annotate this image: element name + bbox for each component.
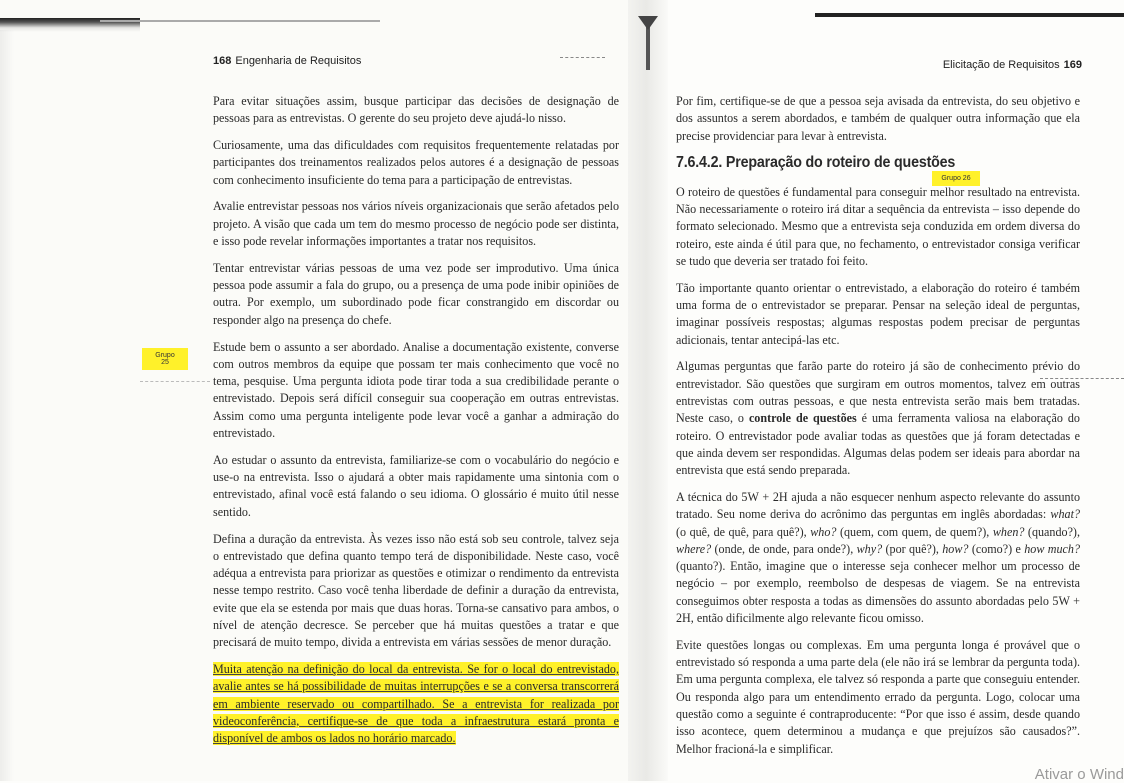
highlighted-paragraph (213, 661, 619, 747)
paragraph: Para evitar situações assim, busque participar das decisões de designação de pessoas para as entrevistas. O gerente do seu projeto deve ajudá-lo nisso. (213, 94, 619, 126)
scan-mark (140, 381, 210, 383)
paragraph: O roteiro de questões é fundamental para conseguir melhor resultado na entrevista. Não necessariamente o roteiro irá ditar a sequência da entrevista – isso depende do formato selecionado. Mesmo que a entrevista seja conduzida em ordem diversa do roteiro, este ainda é útil para que, no fechamento, o entrevistador consiga verificar se tudo que deveria ser tratado foi feito. (676, 184, 1080, 268)
right-page-number: 169 (1063, 59, 1082, 71)
right-header-title: Elicitação de Requisitos (942, 59, 1060, 71)
italic-term: why? (856, 541, 883, 556)
paragraph: Estude bem o assunto a ser abordado. Analise a documentação existente, converse com outros membros da equipe que possam ter mais conhecimento que você no tema, pesquise. Uma pergunta idiota pode tirar toda a sua credibilidade perante o entrevistado. Depois será difícil conseguir sua cooperação em outras entrevistas. Assim como uma pergunta inteligente pode levar você a ganhar a admiração do entrevistado. (213, 339, 619, 441)
paragraph-text: (o quê, de quê, para quê?), (676, 524, 811, 539)
paragraph-text: A técnica do 5W + 2H ajuda a não esquecer nenhum aspecto relevante do assunto tratado. Seu nome deriva do acrônimo das perguntas em inglês abordadas: (676, 489, 1080, 522)
paragraph: Por fim, certifique-se de que a pessoa seja avisada da entrevista, do seu objetivo e dos assuntos a serem abordados, e também de qualquer outra informação que ela precise providenciar para levar à entrevista. (676, 94, 1080, 143)
paragraph: Ao estudar o assunto da entrevista, familiarize-se com o vocabulário do negócio e use-o na entrevista. Isso o ajudará a obter mais rapidamente uma sintonia com o entrevistado, afinal você está falando o seu idioma. O glossário é muito útil nesse sentido. (213, 452, 619, 519)
paragraph: Evite questões longas ou complexas. Em uma pergunta longa é provável que o entrevistado só responda a uma parte dela (ele não irá se lembrar da pergunta toda). Em uma pergunta complexa, ele talvez só responda a parte que conseguiu entender. Ou responda algo para um entendimento errado da pergunta. Logo, colocar uma questão como a seguinte é contraproducente: “Por que isso é assim, desde quando isso acontece, quem determinou a mudança e que prejuízos são causados?”. Melhor fracioná-la e simplificar. (676, 637, 1080, 756)
paragraph-text: (como?) e (968, 541, 1025, 556)
paragraph: Tão importante quanto orientar o entrevistado, a elaboração do roteiro é também uma forma de o entrevistador se preparar. Pensar na seleção ideal de perguntas, imaginar possíveis respostas; algumas respostas podem precisar de perguntas adicionais, tentar antecipá-las etc. (676, 280, 1080, 347)
scan-mark (560, 57, 605, 59)
group-tag-left: Grupo 25 (142, 348, 188, 370)
paragraph: Avalie entrevistar pessoas nos vários níveis organizacionais que serão afetados pelo projeto. A visão que cada um tem do mesmo processo de negócio pode ser distinta, e isso pode revelar informações importantes a tratar nos requisitos. (213, 199, 619, 249)
group-tag-right: Grupo 26 (932, 171, 980, 186)
paragraph: Tentar entrevistar várias pessoas de uma vez pode ser improdutivo. Uma única pessoa pode assumir a fala do grupo, ou a presença de uma pode inibir opiniões de outra. Por exemplo, um subordinado pode ficar constrangido em discordar ou responder algo na presença do chefe. (213, 260, 619, 327)
right-page-body (676, 93, 1080, 767)
gutter-tip (638, 16, 658, 30)
paragraph (676, 489, 1080, 627)
activation-watermark: Ativar o Wind (1034, 766, 1124, 783)
paragraph-text: (onde, de onde, para onde?), (711, 541, 857, 556)
left-page-number: 168 (213, 55, 232, 67)
italic-term: when? (992, 524, 1025, 539)
top-edge-line (100, 20, 380, 22)
page-edge-shadow (0, 30, 14, 781)
left-page-header (213, 55, 361, 67)
italic-term: how? (942, 541, 969, 556)
italic-term: what? (1050, 507, 1080, 522)
bold-term: controle de questões (748, 411, 857, 426)
paragraph-text: é uma ferramenta valiosa na elaboração do roteiro. O entrevistador pode avaliar todas as questões que já foram detectadas e que ainda devem ser respondidas. Algumas delas podem ser ideais para abordar na entrevista que está sendo preparada. (676, 411, 1080, 478)
paragraph-text: (quem, com quem, de quem?), (836, 524, 993, 539)
paragraph: Curiosamente, uma das dificuldades com requisitos frequentemente relatadas por participantes dos treinamentos realizados pelos autores é a designação de pessoas com conhecimento insuficiente do tema para a participação de entrevistas. (213, 138, 619, 187)
section-title: 7.6.4.2. Preparação do roteiro de questões (676, 154, 956, 172)
italic-term: who? (810, 524, 837, 539)
highlighted-text: Muita atenção na definição do local da entrevista. Se for o local do entrevistado, avalie antes se há possibilidade de muitas interrupções e se a conversa transcorrerá em ambiente reservado ou compartilhado. Se a entrevista for realizada por videoconferência, certifique-se de que toda a infraestrutura estará pronta e disponível de ambos os lados no horário marcado. (213, 662, 619, 746)
italic-term: where? (676, 541, 712, 556)
italic-term: how much? (1024, 541, 1080, 556)
paragraph: Defina a duração da entrevista. Às vezes isso não está sob seu controle, talvez seja o entrevistado que defina quanto tempo terá de disponibilidade. Neste caso, você adéqua a entrevista para priorizar as questões e otimizar o rendimento da entrevista nesse tempo restrito. Caso você tenha liberdade de definir a duração da entrevista, evite que ela se estenda por mais que duas horas. Torna-se cansativo para ambos, o nível de atenção decresce. Se perceber que há muitas questões a tratar e que precisará de muito tempo, divida a entrevista em várias sessões de menor duração. (213, 531, 619, 650)
book-gutter (628, 0, 668, 781)
paragraph-text: (quando?), (1024, 524, 1080, 539)
paragraph-text: Algumas perguntas que farão parte do roteiro já são de conhecimento prévio do entrevistador. São questões que surgiram em outros momentos, talvez em outras entrevistas com outras pessoas, e que nesta entrevista serão mais bem tratadas. Neste caso, o (676, 359, 1080, 426)
paragraph (676, 358, 1080, 479)
left-page-body (213, 93, 619, 757)
paragraph-text: (por quê?), (882, 541, 943, 556)
paragraph-text: (quanto?). Então, imagine que o interesse seja conhecer melhor um processo de negócio – por exemplo, reembolso de despesas de viagem. Se na entrevista conseguimos obter resposta a todas as dimensões do assunto abordadas pelo 5W + 2H, então dificilmente algo relevante ficou omisso. (676, 559, 1080, 626)
left-header-title: Engenharia de Requisitos (235, 55, 362, 67)
right-page-header (943, 59, 1082, 71)
top-edge-line-right (815, 13, 1124, 17)
